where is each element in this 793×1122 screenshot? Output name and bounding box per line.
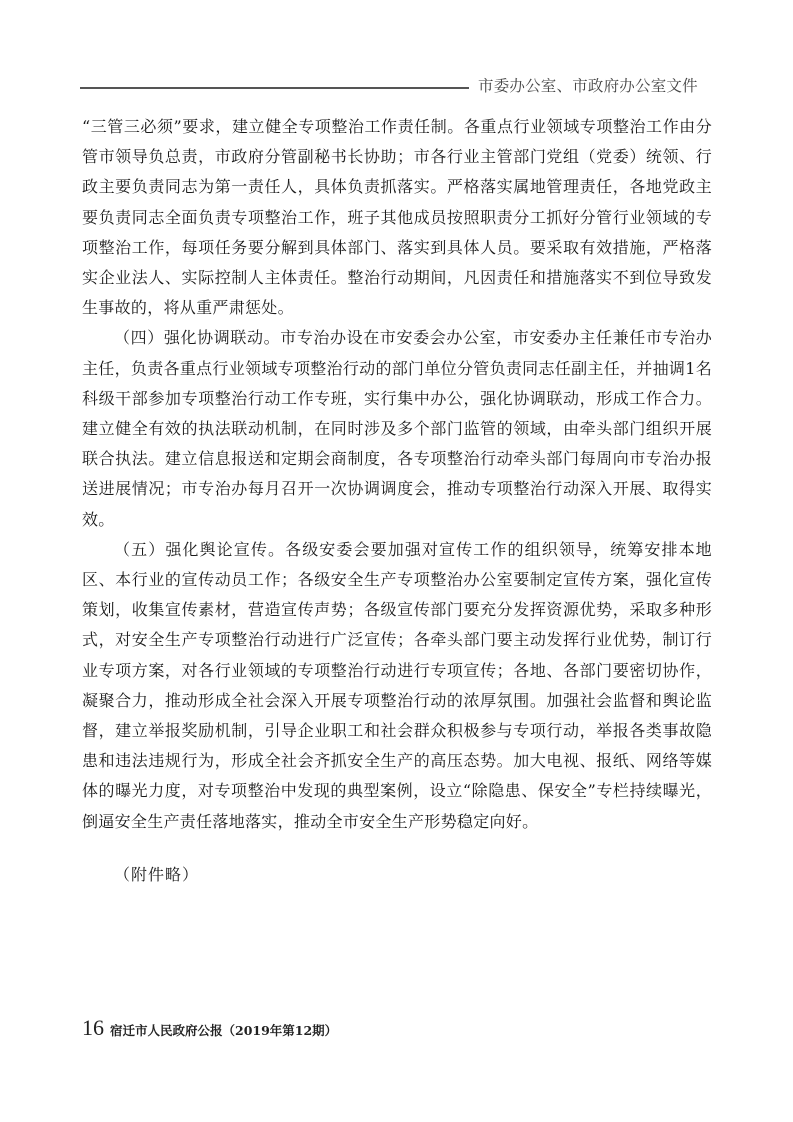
- page-footer: [82, 1015, 337, 1041]
- header-title: 市委办公室、市政府办公室文件: [478, 77, 698, 95]
- document-body: [82, 112, 712, 837]
- appendix-note: （附件略）: [114, 865, 200, 884]
- page-number: 16: [82, 1015, 104, 1040]
- paragraph-coordination: （四）强化协调联动。市专治办设在市安委会办公室，市安委办主任兼任市专治办主任，负责各重点行业领域专项整治行动的部门单位分管负责同志任副主任，并抽调1名科级干部参加专项整治行动工作专班，实行集中办公，强化协调联动，形成工作合力。建立健全有效的执法联动机制，在同时涉及多个部门监管的领域，由牵头部门组织开展联合执法。建立信息报送和定期会商制度，各专项整治行动牵头部门每周向市专治办报送进展情况；市专治办每月召开一次协调调度会，推动专项整治行动深入开展、取得实效。: [82, 328, 712, 529]
- paragraph-publicity: （五）强化舆论宣传。各级安委会要加强对宣传工作的组织领导，统筹安排本地区、本行业的宣传动员工作；各级安全生产专项整治办公室要制定宣传方案，强化宣传策划，收集宣传素材，营造宣传声势；各级宣传部门要充分发挥资源优势，采取多种形式，对安全生产专项整治行动进行广泛宣传；各牵头部门要主动发挥行业优势，制订行业专项方案，对各行业领域的专项整治行动进行专项宣传；各地、各部门要密切协作，凝聚合力，推动形成全社会深入开展专项整治行动的浓厚氛围。加强社会监督和舆论监督，建立举报奖励机制，引导企业职工和社会群众积极参与专项行动，举报各类事故隐患和违法违规行为，形成全社会齐抓安全生产的高压态势。加大电视、报纸、网络等媒体的曝光力度，对专项整治中发现的典型案例，设立“除隐患、保安全”专栏持续曝光，倒逼安全生产责任落地落实，推动全市安全生产形势稳定向好。: [82, 539, 712, 831]
- paragraph-responsibility: “三管三必须”要求，建立健全专项整治工作责任制。各重点行业领域专项整治工作由分管市领导负总责，市政府分管副秘书长协助；市各行业主管部门党组（党委）统领、行政主要负责同志为第一责任人，具体负责抓落实。严格落实属地管理责任，各地党政主要负责同志全面负责专项整治工作，班子其他成员按照职责分工抓好分管行业领域的专项整治工作，每项任务要分解到具体部门、落实到具体人员。要采取有效措施，严格落实企业法人、实际控制人主体责任。整治行动期间，凡因责任和措施落实不到位导致发生事故的，将从重严肃惩处。: [82, 117, 712, 318]
- journal-title: 宿迁市人民政府公报（2019年第12期）: [110, 1023, 338, 1038]
- header-rule: [80, 87, 469, 89]
